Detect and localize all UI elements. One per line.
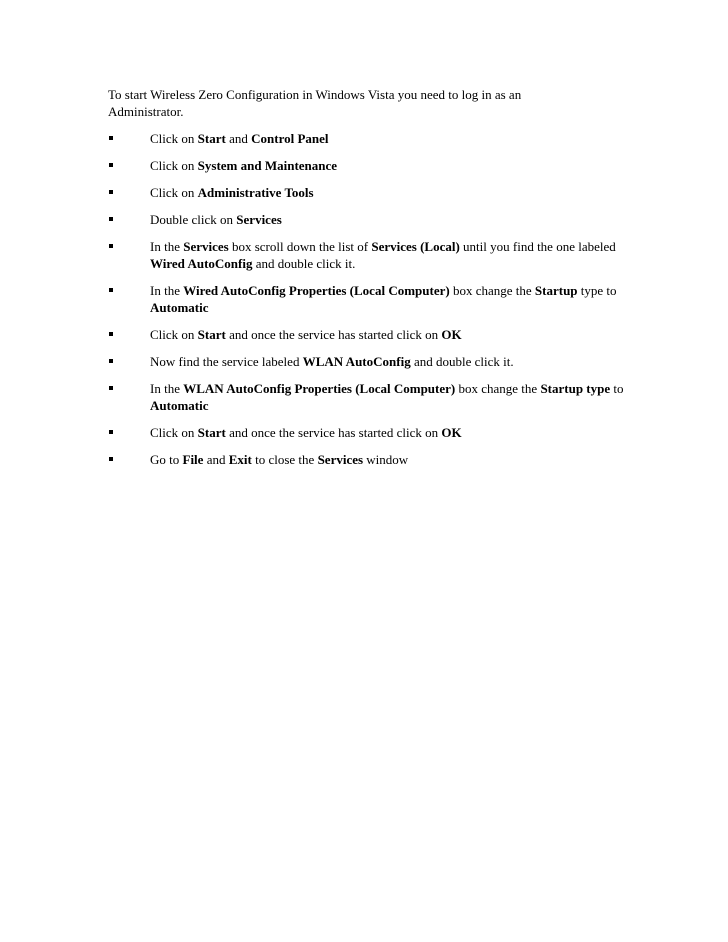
intro-paragraph: To start Wireless Zero Configuration in Windows Vista you need to log in as an Administrator.: [108, 87, 522, 119]
step-text-run: In the: [150, 283, 184, 298]
bold-term: Automatic: [150, 398, 209, 413]
document-page: [108, 86, 628, 478]
step-text: [150, 354, 514, 369]
bold-term: WLAN AutoConfig: [302, 354, 411, 369]
square-bullet-icon: [109, 386, 113, 390]
square-bullet-icon: [109, 244, 113, 248]
step-text: [150, 185, 314, 200]
bold-term: Administrative Tools: [197, 185, 314, 200]
step-text-run: In the: [150, 239, 184, 254]
square-bullet-icon: [109, 288, 113, 292]
step-item: [108, 326, 628, 343]
step-text-run: Click on: [150, 425, 198, 440]
step-text-run: and: [225, 131, 252, 146]
square-bullet-icon: [109, 332, 113, 336]
step-text-run: Click on: [150, 131, 198, 146]
bold-term: Start: [197, 131, 226, 146]
step-text: [150, 131, 329, 146]
step-text-run: box change the: [455, 381, 541, 396]
step-text-run: Click on: [150, 327, 198, 342]
step-text-run: window: [363, 452, 409, 467]
bold-term: Start: [197, 425, 226, 440]
bold-term: Services: [183, 239, 229, 254]
bold-term: Services: [317, 452, 364, 467]
step-text-run: Now find the service labeled: [150, 354, 303, 369]
step-item: [108, 380, 628, 414]
bold-term: WLAN AutoConfig Properties (Local Computer): [183, 381, 456, 396]
step-text: [150, 283, 617, 315]
bold-term: Automatic: [150, 300, 209, 315]
bold-term: Startup: [534, 283, 578, 298]
bold-term: Exit: [228, 452, 252, 467]
step-text: [150, 158, 337, 173]
step-text-run: to: [610, 381, 624, 396]
square-bullet-icon: [109, 430, 113, 434]
step-text-run: Click on: [150, 158, 198, 173]
step-item: [108, 211, 628, 228]
step-text-run: and once the service has started click on: [225, 327, 442, 342]
step-text: [150, 425, 462, 440]
step-item: [108, 353, 628, 370]
step-text-run: type to: [577, 283, 617, 298]
step-text-run: Double click on: [150, 212, 237, 227]
step-item: [108, 184, 628, 201]
step-item: [108, 282, 628, 316]
bold-term: Start: [197, 327, 226, 342]
steps-list: [108, 130, 628, 468]
step-item: [108, 424, 628, 441]
step-text-run: box scroll down the list of: [228, 239, 372, 254]
step-item: [108, 451, 628, 468]
square-bullet-icon: [109, 217, 113, 221]
bold-term: File: [182, 452, 204, 467]
bold-term: Wired AutoConfig: [150, 256, 253, 271]
square-bullet-icon: [109, 136, 113, 140]
step-text-run: and double click it.: [252, 256, 356, 271]
step-item: [108, 130, 628, 147]
step-text: [150, 212, 282, 227]
step-text-run: and double click it.: [410, 354, 514, 369]
bold-term: OK: [441, 327, 462, 342]
square-bullet-icon: [109, 359, 113, 363]
bold-term: Startup type: [540, 381, 611, 396]
bold-term: Services: [236, 212, 282, 227]
step-text-run: to close the: [251, 452, 318, 467]
square-bullet-icon: [109, 190, 113, 194]
square-bullet-icon: [109, 163, 113, 167]
step-text: [150, 452, 408, 467]
step-text-run: box change the: [449, 283, 535, 298]
step-item: [108, 238, 628, 272]
bold-term: System and Maintenance: [197, 158, 338, 173]
bold-term: OK: [441, 425, 462, 440]
bold-term: Services (Local): [371, 239, 460, 254]
step-text-run: and: [203, 452, 229, 467]
square-bullet-icon: [109, 457, 113, 461]
bold-term: Control Panel: [251, 131, 329, 146]
step-text-run: Click on: [150, 185, 198, 200]
bold-term: Wired AutoConfig Properties (Local Computer): [183, 283, 450, 298]
step-text-run: and once the service has started click on: [225, 425, 442, 440]
step-text-run: Go to: [150, 452, 183, 467]
step-text: [150, 327, 462, 342]
step-text: [150, 381, 624, 413]
step-text-run: In the: [150, 381, 184, 396]
step-text-run: until you find the one labeled: [459, 239, 616, 254]
step-text: [150, 239, 616, 271]
step-item: [108, 157, 628, 174]
